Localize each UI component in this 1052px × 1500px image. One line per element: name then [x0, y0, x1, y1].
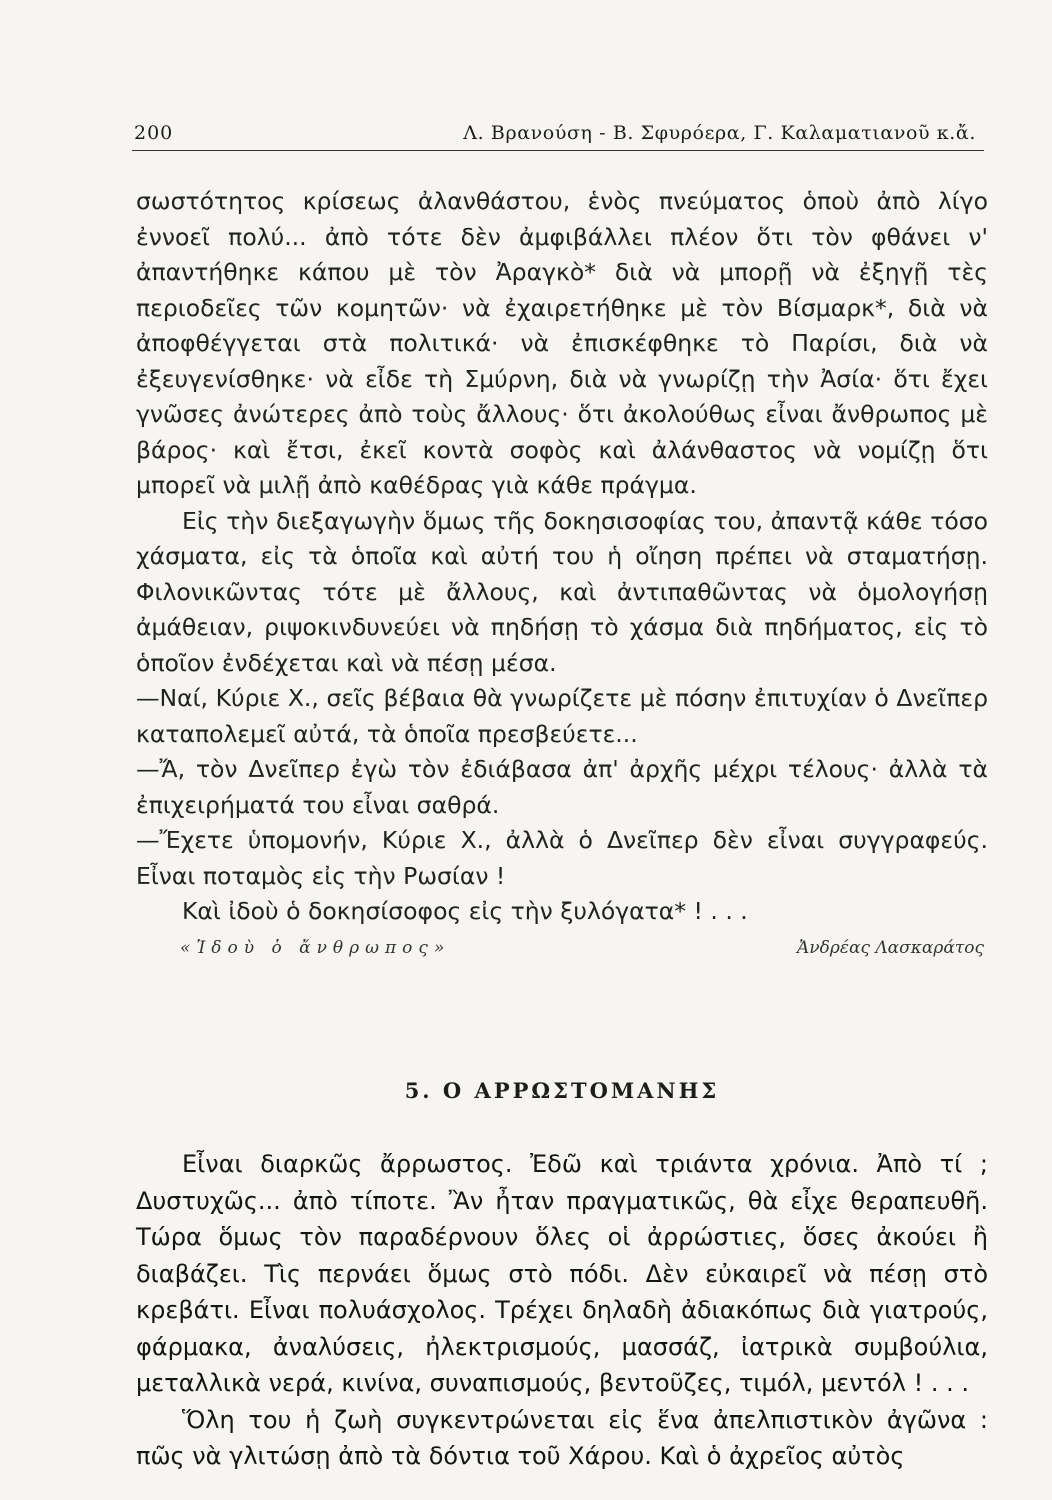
paragraph: Ὅλη του ἡ ζωὴ συγκεντρώνεται εἰς ἕνα ἀπελπιστικὸν ἀγῶνα : πῶς νὰ γλιτώσῃ ἀπὸ τὰ δόντια τοῦ Χάρου. Καὶ ὁ ἀχρεῖος αὐτὸς: [136, 1405, 988, 1470]
attribution-source: «Ἰδοὺ ὁ ἄνθρωπος»: [180, 938, 451, 958]
paragraph: Καὶ ἰδοὺ ὁ δοκησίσοφος εἰς τὴν ξυλόγατα* ! . . .: [182, 897, 748, 925]
running-head: Λ. Βρανούση - Β. Σφυρόερα, Γ. Καλαματιανοῦ κ.ἄ.: [463, 122, 976, 144]
page-header: [132, 118, 984, 151]
paragraph: Εἰς τὴν διεξαγωγὴν ὅμως τῆς δοκησισοφίας του, ἀπαντᾷ κάθε τόσο χάσματα, εἰς τὰ ὁποῖα καὶ αὐτή του ἡ οἴηση πρέπει νὰ σταματήσῃ. Φιλονικῶντας τότε μὲ ἄλλους, καὶ ἀντιπαθῶντας νὰ ὁμολογήσῃ ἀμάθειαν, ριψοκινδυνεύει νὰ πηδήσῃ τὸ χάσμα διὰ πηδήματος, εἰς τὸ ὁποῖον ἐνδέχεται καὶ νὰ πέσῃ μέσα.: [136, 506, 988, 677]
dialog-line: —Ναί, Κύριε Χ., σεῖς βέβαια θὰ γνωρίζετε μὲ πόσην ἐπιτυχίαν ὁ Δνεῖπερ καταπολεμεῖ αὐτά, τὰ ὁποῖα πρεσβεύετε...: [136, 684, 988, 748]
paragraph: Εἶναι διαρκῶς ἄρρωστος. Ἐδῶ καὶ τριάντα χρόνια. Ἀπὸ τί ; Δυστυχῶς... ἀπὸ τίποτε. Ἂν ἦταν πραγματικῶς, θὰ εἶχε θεραπευθῆ. Τώρα ὅμως τὸν παραδέρνουν ὅλες οἱ ἀρρώστιες, ὅσες ἀκούει ἢ διαβάζει. Τὶς περνάει ὅμως στὸ πόδι. Δὲν εὐκαιρεῖ νὰ πέσῃ στὸ κρεβάτι. Εἶναι πολυάσχολος. Τρέχει δηλαδὴ ἀδιακόπως διὰ γιατρούς, φάρμακα, ἀναλύσεις, ἠλεκτρισμούς, μασσάζ, ἰατρικὰ συμβούλια, μεταλλικὰ νερά, κινίνα, συναπισμούς, βεντοῦζες, τιμόλ, μεντόλ ! . . .: [136, 1150, 988, 1397]
bleed-through-text: [420, 36, 1020, 86]
paragraph: σωστότητος κρίσεως ἀλανθάστου, ἑνὸς πνεύματος ὁποὺ ἀπὸ λίγο ἐννοεῖ πολύ... ἀπὸ τότε δὲν ἀμφιβάλλει πλέον ὅτι τὸν φθάνει ν' ἀπαντήθηκε κάπου μὲ τὸν Ἀραγκὸ* διὰ νὰ μπορῇ νὰ ἐξηγῇ τὲς περιοδεῖες τῶν κομητῶν· νὰ ἐχαιρετήθηκε μὲ τὸν Βίσμαρκ*, διὰ νὰ ἀποφθέγγεται στὰ πολιτικά· νὰ ἐπισκέφθηκε τὸ Παρίσι, διὰ νὰ ἐξευγενίσθηκε· νὰ εἶδε τὴ Σμύρνη, διὰ νὰ γνωρίζῃ τὴν Ἀσία· ὅτι ἔχει γνῶσες ἀνώτερες ἀπὸ τοὺς ἄλλους· ὅτι ἀκολούθως εἶναι ἄνθρωπος μὲ βάρος· καὶ ἔτσι, ἐκεῖ κοντὰ σοφὸς καὶ ἀλάνθαστος νὰ νομίζῃ ὅτι μπορεῖ νὰ μιλῇ ἀπὸ καθέδρας γιὰ κάθε πράγμα.: [136, 187, 988, 499]
section-heading: 5. Ο ΑΡΡΩΣΤΟΜΑΝΗΣ: [404, 1078, 720, 1103]
page-number: 200: [134, 122, 174, 144]
text-block-bottom: [136, 1146, 988, 1475]
attribution: [136, 938, 988, 968]
dialog-line: —Ἄ, τὸν Δνεῖπερ ἐγὼ τὸν ἐδιάβασα ἀπ' ἀρχῆς μέχρι τέλους· ἀλλὰ τὰ ἐπιχειρήματά του εἶναι σαθρά.: [136, 755, 988, 819]
attribution-author: Ἀνδρέας Λασκαράτος: [797, 938, 984, 958]
text-block-top: [136, 184, 988, 930]
dialog-line: —Ἔχετε ὑπομονήν, Κύριε Χ., ἀλλὰ ὁ Δνεῖπερ δὲν εἶναι συγγραφεύς. Εἶναι ποταμὸς εἰς τὴν Ρωσίαν !: [136, 826, 988, 890]
